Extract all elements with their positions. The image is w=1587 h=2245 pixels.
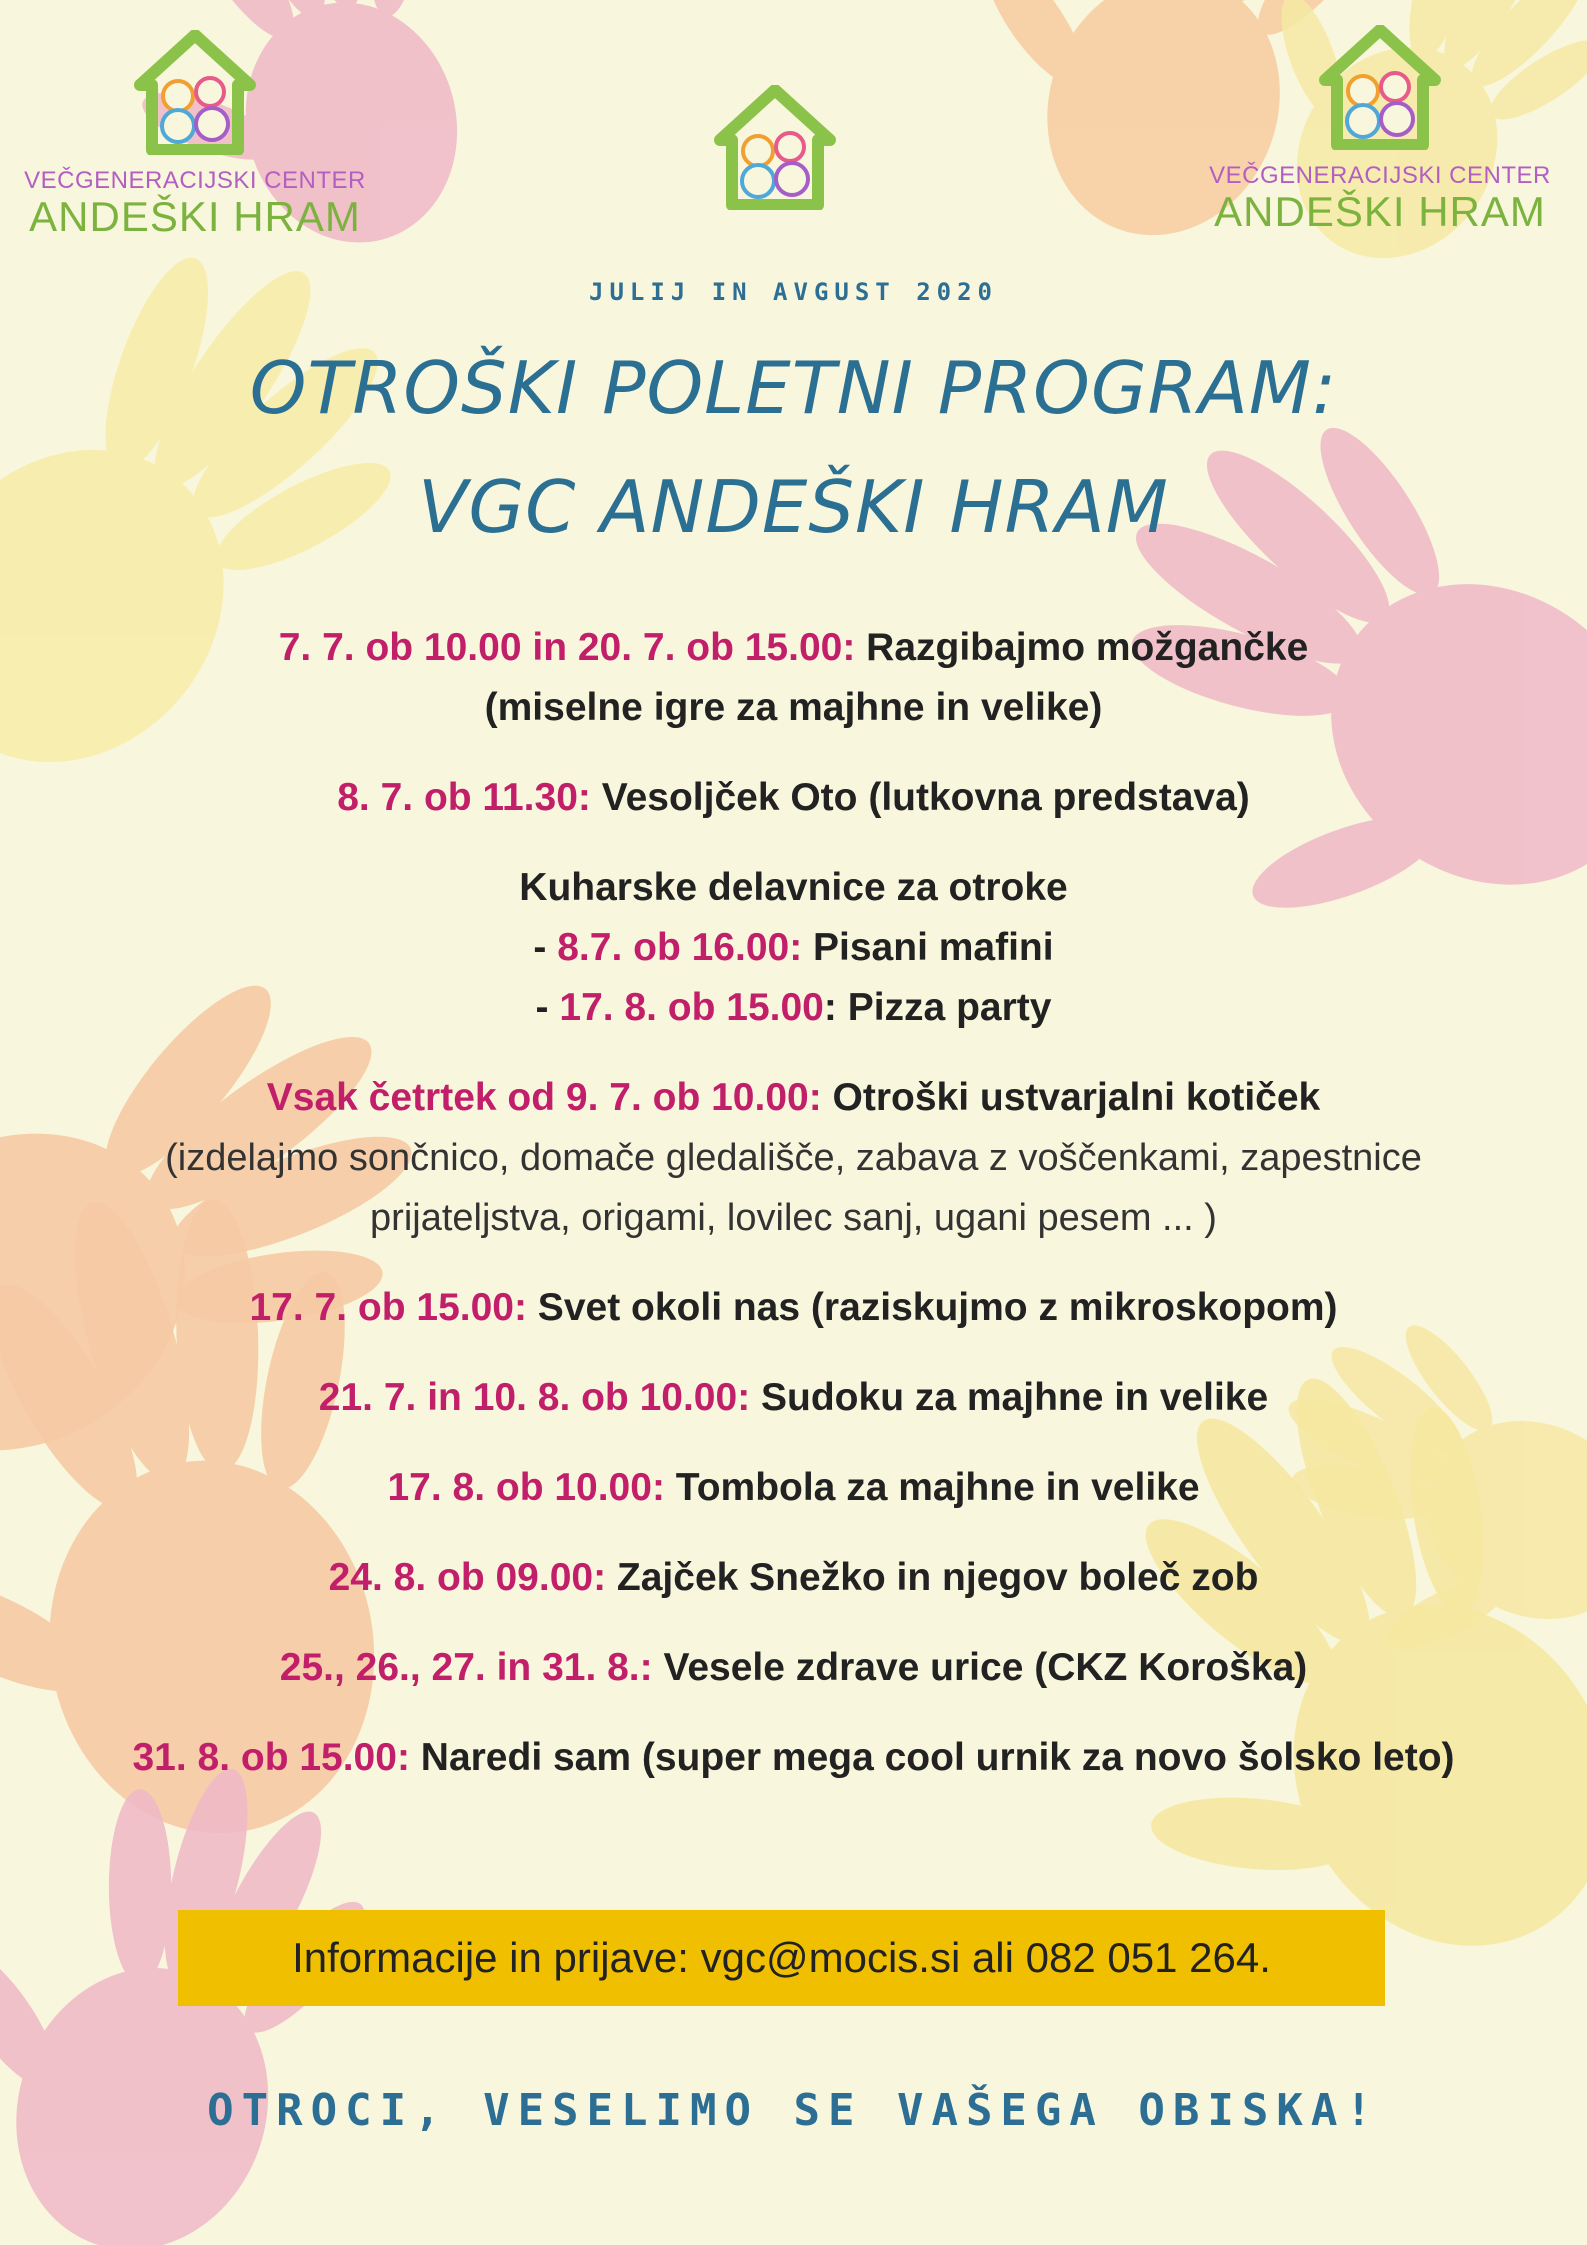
list-dash: - xyxy=(533,926,558,969)
event-date: 7. 7. ob 10.00 in 20. 7. ob 15.00: xyxy=(278,626,856,669)
event-item xyxy=(40,1638,1547,1698)
event-title: Vesele zdrave urice (CKZ Koroška) xyxy=(652,1646,1308,1689)
event-date: 25., 26., 27. in 31. 8.: xyxy=(279,1646,653,1689)
event-title: Sudoku za majhne in velike xyxy=(750,1376,1269,1419)
event-title: Tombola za majhne in velike xyxy=(664,1466,1200,1509)
event-description: (izdelajmo sončnico, domače gledališče, zabava z voščenkami, zapestnice xyxy=(165,1137,1422,1179)
event-date: 8. 7. ob 11.30: xyxy=(337,776,591,819)
event-item xyxy=(40,1278,1547,1338)
house-faces-icon xyxy=(130,30,260,155)
event-title: Pisani mafini xyxy=(802,926,1054,969)
subtitle: JULIJ IN AVGUST 2020 xyxy=(589,278,998,306)
event-title: Naredi sam (super mega cool urnik za novo šolsko leto) xyxy=(409,1736,1455,1779)
event-title: Svet okoli nas (raziskujmo z mikroskopom) xyxy=(526,1286,1338,1329)
logo-bottom-text: ANDEŠKI HRAM xyxy=(1214,188,1546,235)
event-date: Vsak četrtek od 9. 7. ob 10.00: xyxy=(266,1076,822,1119)
event-group-heading: Kuharske delavnice za otroke xyxy=(519,866,1068,909)
event-title: Razgibajmo možgančke xyxy=(855,626,1309,669)
house-faces-icon xyxy=(1315,25,1445,150)
event-title: Vesoljček Oto (lutkovna predstava) xyxy=(590,776,1250,819)
event-extra: (miselne igre za majhne in velike) xyxy=(484,686,1103,729)
info-text: Informacije in prijave: vgc@mocis.si ali 082 051 264. xyxy=(292,1934,1271,1981)
event-item xyxy=(40,768,1547,828)
event-group xyxy=(40,858,1547,1038)
list-dash: - xyxy=(535,986,560,1029)
event-date: 8.7. ob 16.00: xyxy=(557,926,803,969)
logo-bottom-text: ANDEŠKI HRAM xyxy=(29,193,361,240)
logo-left xyxy=(20,30,370,239)
event-item xyxy=(40,1728,1547,1788)
event-date: 24. 8. ob 09.00: xyxy=(328,1556,607,1599)
page-title-line1: OTROŠKI POLETNI PROGRAM: xyxy=(249,346,1338,430)
event-title: Zajček Snežko in njegov boleč zob xyxy=(606,1556,1259,1599)
event-item xyxy=(40,1068,1547,1248)
event-description: prijateljstva, origami, lovilec sanj, ugani pesem ... ) xyxy=(370,1197,1217,1239)
event-item xyxy=(40,1368,1547,1428)
house-faces-icon xyxy=(710,85,840,210)
logo-right xyxy=(1195,25,1565,234)
event-list xyxy=(40,618,1547,1788)
event-title: Otroški ustvarjalni kotiček xyxy=(821,1076,1321,1119)
event-date: 17. 8. ob 10.00: xyxy=(387,1466,665,1509)
event-title: : Pizza party xyxy=(823,986,1052,1029)
event-date: 17. 8. ob 15.00 xyxy=(559,986,824,1029)
event-date: 31. 8. ob 15.00: xyxy=(132,1736,410,1779)
event-date: 21. 7. in 10. 8. ob 10.00: xyxy=(318,1376,751,1419)
info-banner xyxy=(178,1910,1385,2006)
footer-message: OTROCI, VESELIMO SE VAŠEGA OBISKA! xyxy=(207,2085,1380,2136)
event-item xyxy=(40,1548,1547,1608)
event-date: 17. 7. ob 15.00: xyxy=(249,1286,527,1329)
page-title-line2: VGC ANDEŠKI HRAM xyxy=(418,465,1169,549)
event-item xyxy=(40,1458,1547,1518)
event-item xyxy=(40,618,1547,738)
logo-center xyxy=(705,85,845,214)
logo-top-text: VEČGENERACIJSKI CENTER xyxy=(24,167,366,194)
logo-top-text: VEČGENERACIJSKI CENTER xyxy=(1209,162,1551,189)
